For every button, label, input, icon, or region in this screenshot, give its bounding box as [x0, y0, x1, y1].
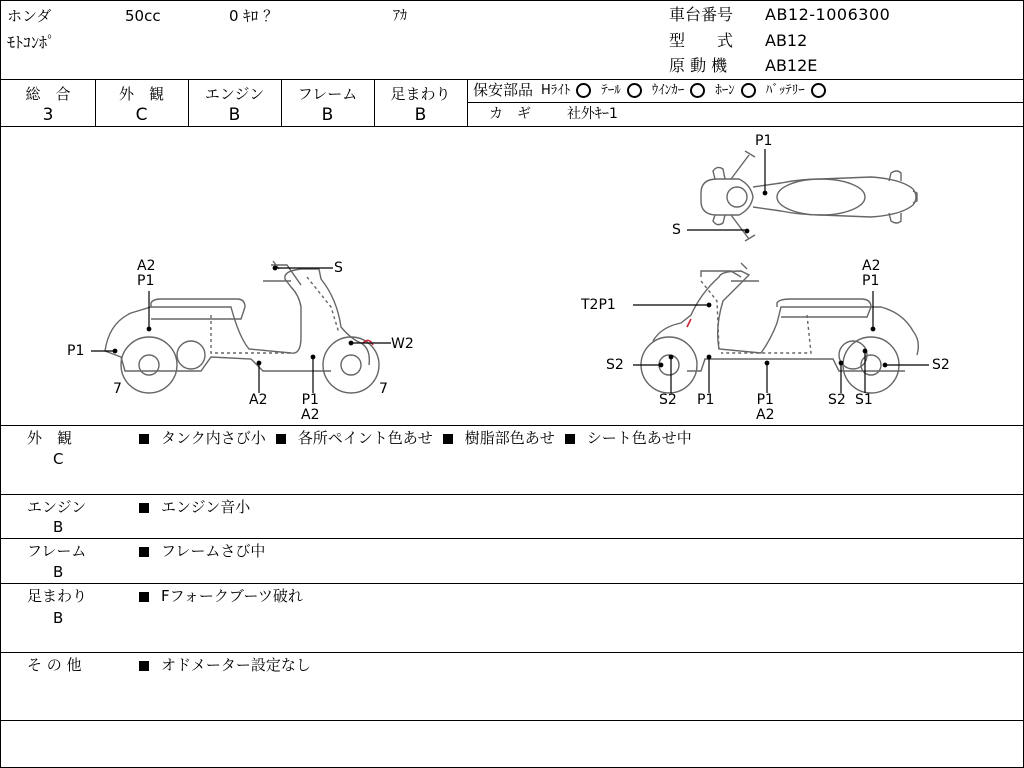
leader-dot: [273, 266, 277, 270]
damage-mark-tank: [687, 319, 691, 327]
diagram-label: W2: [391, 336, 414, 352]
key-value: 社外ｷｰ1: [567, 106, 618, 122]
diagram-label: 7: [379, 381, 388, 397]
leader-dot: [113, 349, 117, 353]
diagram-label: 7: [113, 381, 122, 397]
ok-circle-icon: [627, 83, 642, 98]
safety-item-label: ﾎｰﾝ: [715, 83, 735, 98]
diagram-label: S2: [659, 392, 677, 408]
ok-circle-icon: [576, 83, 591, 98]
note-grade-engine: B: [53, 518, 64, 536]
note-category-suspension: 足まわり: [27, 587, 88, 605]
diagram-label: A2 P1: [137, 258, 156, 289]
grade-suspension-label: 足まわり: [390, 85, 451, 103]
leader-dot: [707, 355, 711, 359]
leader-dot: [707, 303, 711, 307]
grade-engine-label: エンジン: [204, 85, 265, 103]
diagram-label: A2: [249, 392, 268, 408]
note-item: 各所ペイント色あせ: [297, 429, 433, 447]
notes-top-rule: [1, 425, 1023, 426]
note-item: オドメーター設定なし: [161, 656, 311, 674]
bullet-square-icon: [443, 434, 453, 444]
note-grade-suspension: B: [53, 609, 64, 627]
note-items-other: [139, 658, 311, 673]
bullet-square-icon: [139, 661, 149, 671]
safety-item-winker: [652, 83, 716, 98]
leader-dot: [839, 361, 843, 365]
bullet-square-icon: [139, 592, 149, 602]
safety-parts-row: [473, 83, 836, 98]
leader-dot: [669, 355, 673, 359]
diagram-label: P1: [67, 343, 85, 359]
scooter-top-view: [701, 151, 917, 241]
safety-item-battery: [766, 83, 836, 98]
maker: ホンダ: [7, 7, 52, 25]
notes-rule: [1, 583, 1023, 584]
frame-no-label: 車台番号: [669, 5, 734, 24]
leader-dot: [659, 363, 663, 367]
model-name: ﾓﾄｺﾝﾎﾟ: [7, 33, 56, 52]
safety-mid-rule: [467, 102, 1023, 103]
key-label: カ ギ: [489, 106, 531, 122]
bullet-square-icon: [139, 503, 149, 513]
leader-dot: [883, 363, 887, 367]
safety-item-label: ﾃｰﾙ: [601, 83, 621, 98]
safety-item-horn: [715, 83, 766, 98]
engine-label: 原 動 機: [669, 56, 728, 75]
diagram-label: P1: [697, 392, 715, 408]
grade-exterior-value: C: [135, 105, 148, 125]
mileage: 0 ｷﾛ ？: [229, 7, 279, 25]
diagram-label: T2P1: [581, 297, 616, 313]
diagram-label: P1 A2: [301, 392, 320, 423]
leader-dot: [745, 229, 749, 233]
safety-item-label: ﾊﾞｯﾃﾘｰ: [765, 83, 805, 98]
grade-overall-value: 3: [42, 105, 54, 125]
grade-engine-value: B: [228, 105, 241, 125]
ok-circle-icon: [741, 83, 756, 98]
diagram-label: S2: [828, 392, 846, 408]
bullet-square-icon: [565, 434, 575, 444]
note-category-frame: フレーム: [27, 542, 87, 560]
note-category-exterior: 外 観: [27, 429, 73, 447]
safety-item-headlight: [541, 83, 601, 98]
diagram-label: P1: [755, 133, 773, 149]
bullet-square-icon: [276, 434, 286, 444]
ok-circle-icon: [690, 83, 705, 98]
note-item: Fフォークブーツ破れ: [161, 587, 303, 605]
engine-value: AB12E: [765, 56, 818, 75]
diagram-label: S1: [855, 392, 873, 408]
note-items-suspension: [139, 589, 303, 604]
note-items-exterior: [139, 431, 692, 446]
grade-suspension-value: B: [414, 105, 427, 125]
diagram-label: S2: [932, 357, 950, 373]
leader-dot: [863, 349, 867, 353]
note-item: 樹脂部色あせ: [464, 429, 555, 447]
bullet-square-icon: [139, 547, 149, 557]
displacement: 50cc: [125, 7, 161, 25]
note-item: エンジン音小: [161, 498, 251, 516]
note-grade-frame: B: [53, 563, 64, 581]
leader-dot: [349, 341, 353, 345]
leader-dot: [311, 355, 315, 359]
leader-dot: [871, 327, 875, 331]
note-items-engine: [139, 500, 250, 515]
note-item: タンク内さび小: [161, 429, 266, 447]
leader-dot: [765, 361, 769, 365]
leader-dot: [147, 327, 151, 331]
note-category-engine: エンジン: [27, 498, 87, 516]
safety-item-label: ｳｲﾝｶｰ: [651, 83, 685, 98]
grade-top-rule: [1, 79, 1023, 80]
type-value: AB12: [765, 31, 808, 50]
safety-item-label: Hﾗｲﾄ: [541, 83, 571, 98]
diagram-label: S: [334, 260, 343, 276]
note-items-frame: [139, 544, 265, 559]
note-item: シート色あせ中: [586, 429, 692, 447]
color: ｱｶ: [393, 8, 407, 24]
notes-rule: [1, 538, 1023, 539]
grade-frame-label: フレーム: [297, 85, 358, 103]
notes-rule: [1, 720, 1023, 721]
grade-overall-label: 総 合: [25, 85, 71, 103]
grade-exterior-label: 外 観: [118, 85, 164, 103]
notes-rule: [1, 494, 1023, 495]
diagram-label: A2 P1: [862, 258, 881, 289]
type-label: 型 式: [669, 31, 734, 50]
leader-dot: [763, 191, 767, 195]
diagram-label: S2: [606, 357, 624, 373]
grade-frame-value: B: [321, 105, 334, 125]
ok-circle-icon: [811, 83, 826, 98]
safety-parts-label: 保安部品: [473, 81, 534, 99]
bullet-square-icon: [139, 434, 149, 444]
frame-no-value: AB12-1006300: [765, 5, 891, 24]
note-category-other: そ の 他: [27, 656, 82, 674]
notes-rule: [1, 652, 1023, 653]
diagram-label: S: [672, 222, 681, 238]
leader-dot: [257, 361, 261, 365]
safety-item-tail: [601, 83, 652, 98]
note-grade-exterior: C: [53, 450, 64, 468]
diagram-label: P1 A2: [756, 392, 775, 423]
note-item: フレームさび中: [161, 542, 266, 560]
